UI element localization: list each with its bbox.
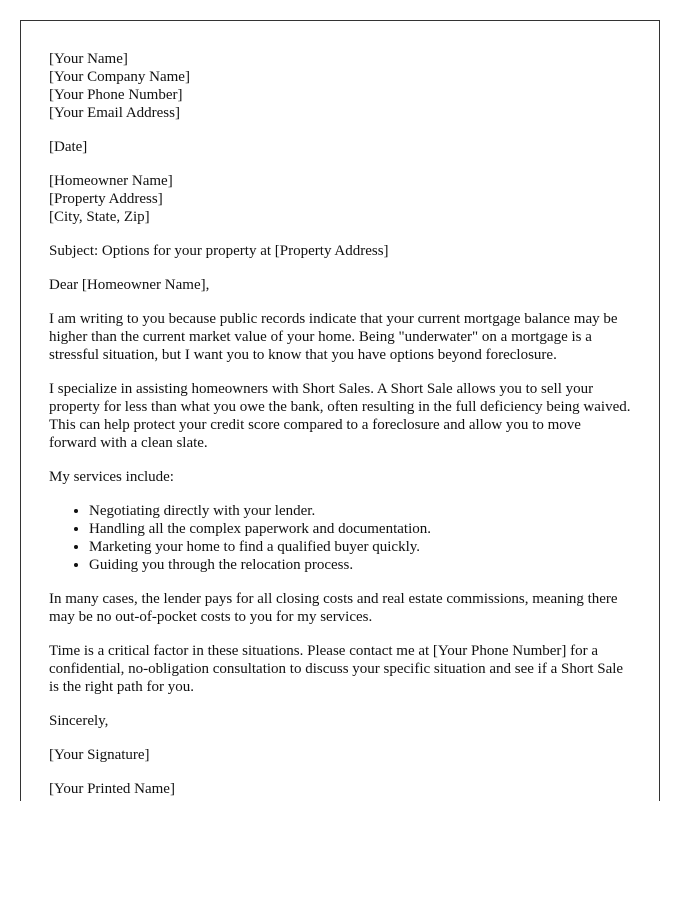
signature: [Your Signature] [49,747,150,763]
recipient-name: [Homeowner Name] [49,173,173,189]
sender-block [49,50,631,122]
list-item: • Marketing your home to find a qualified buyer quickly. [89,538,631,556]
salutation: Dear [Homeowner Name], [49,277,210,293]
letter-content [21,21,659,798]
list-item: • Handling all the complex paperwork and documentation. [89,520,631,538]
paragraph-specialty: I specialize in assisting homeowners with Short Sales. A Short Sale allows you to sell your property for less than what you owe the bank, often resulting in the full deficiency being waived. This can help protect your credit score compared to a foreclosure and allow you to move forward with a clean slate. [49,381,631,451]
services-list [49,502,631,574]
recipient-address: [Property Address] [49,191,163,207]
paragraph-services-intro: My services include: [49,469,174,485]
sender-company: [Your Company Name] [49,69,190,85]
recipient-city: [City, State, Zip] [49,209,150,225]
sender-email: [Your Email Address] [49,105,180,121]
paragraph-costs: In many cases, the lender pays for all closing costs and real estate commissions, meaning there may be no out-of-pocket costs to you for my services. [49,591,618,625]
letter-page [20,20,660,801]
recipient-block [49,172,631,226]
paragraph-contact: Time is a critical factor in these situations. Please contact me at [Your Phone Number] for a confidential, no-obligation consultation to discuss your specific situation and see if a Short Sale is the right path for you. [49,643,624,695]
list-item: • Guiding you through the relocation process. [89,556,631,574]
sender-name: [Your Name] [49,51,128,67]
list-item: • Negotiating directly with your lender. [89,502,631,520]
paragraph-intro: I am writing to you because public records indicate that your current mortgage balance may be higher than the current market value of your home. Being "underwater" on a mortgage is a stressful situation, but I want you to know that you have options beyond foreclosure. [49,311,618,363]
printed-name: [Your Printed Name] [49,781,175,797]
sender-phone: [Your Phone Number] [49,87,183,103]
subject-line: Subject: Options for your property at [Property Address] [49,243,389,259]
signoff: Sincerely, [49,713,109,729]
letter-date: [Date] [49,139,88,155]
